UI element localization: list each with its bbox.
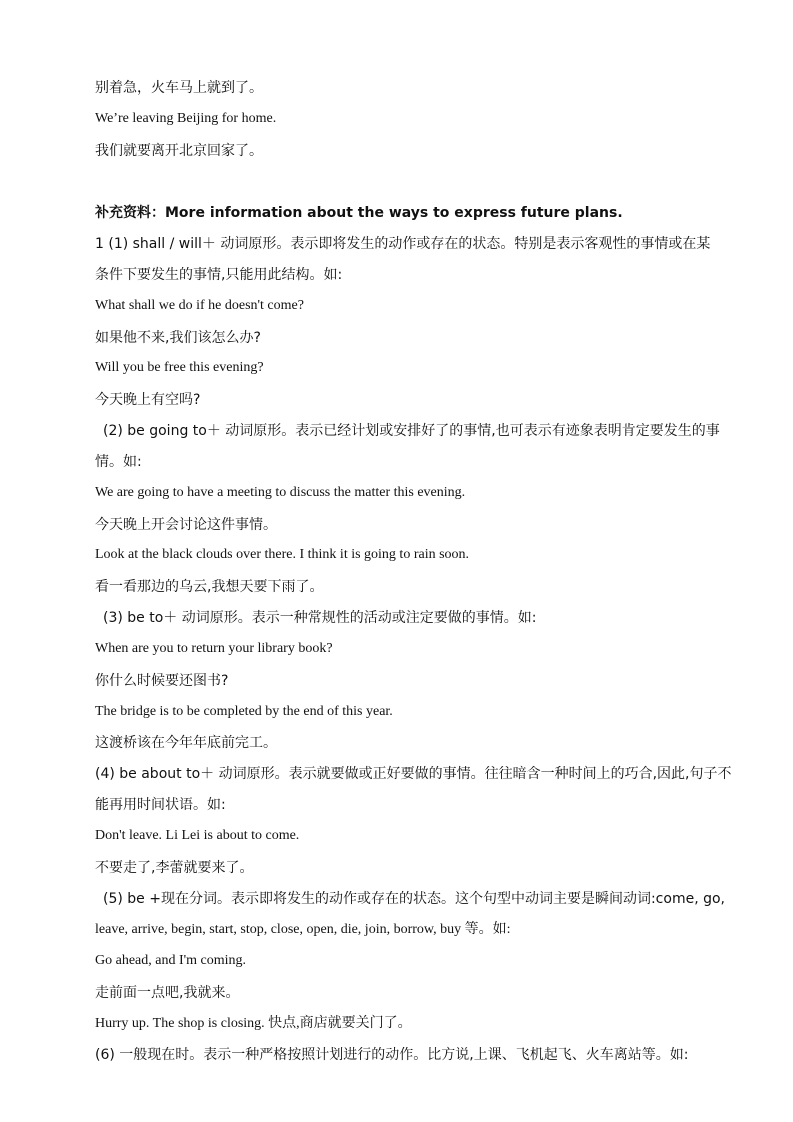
text-line: 我们就要离开北京回家了。 — [95, 143, 263, 159]
section-heading: 补充资料：More information about the ways to express future plans. — [95, 205, 623, 221]
text-line: 情。如: — [95, 454, 142, 470]
text-line: Hurry up. The shop is closing. 快点,商店就要关门了。 — [95, 1016, 412, 1031]
text-line: (6) 一般现在时。表示一种严格按照计划进行的动作。比方说,上课、飞机起飞、火车离站等。如: — [95, 1047, 689, 1063]
text-line: 今天晚上有空吗? — [95, 392, 201, 408]
text-line: (4) be about to＋ 动词原形。表示就要做或正好要做的事情。往往暗含一种时间上的巧合,因此,句子不 — [95, 766, 732, 782]
text-line: 不要走了,李蕾就要来了。 — [95, 860, 254, 876]
text-line: 看一看那边的乌云,我想天要下雨了。 — [95, 579, 324, 595]
text-line: Will you be free this evening? — [95, 360, 264, 375]
text-line: 如果他不来,我们该怎么办? — [95, 330, 261, 346]
text-line: 走前面一点吧,我就来。 — [95, 985, 240, 1001]
text-line: What shall we do if he doesn't come? — [95, 298, 304, 313]
text-line: 能再用时间状语。如: — [95, 797, 226, 813]
text-line: The bridge is to be completed by the end of this year. — [95, 704, 393, 719]
text-line: (5) be +现在分词。表示即将发生的动作或存在的状态。这个句型中动词主要是瞬间动词:come, go, — [103, 891, 725, 907]
text-line: Look at the black clouds over there. I think it is going to rain soon. — [95, 547, 470, 562]
text-line: 别着急，火车马上就到了。 — [95, 80, 263, 96]
text-line: (2) be going to＋ 动词原形。表示已经计划或安排好了的事情,也可表示有迹象表明肯定要发生的事 — [103, 423, 720, 439]
text-line: 条件下要发生的事情,只能用此结构。如: — [95, 267, 343, 283]
text-line: 1 (1) shall / will＋ 动词原形。表示即将发生的动作或存在的状态。特别是表示客观性的事情或在某 — [95, 236, 711, 252]
text-line: (3) be to＋ 动词原形。表示一种常规性的活动或注定要做的事情。如: — [103, 610, 537, 626]
text-line: 这渡桥该在今年年底前完工。 — [95, 735, 277, 751]
text-line: 你什么时候要还图书? — [95, 673, 229, 689]
text-line: We are going to have a meeting to discuss the matter this evening. — [95, 485, 466, 500]
text-line: 今天晚上开会讨论这件事情。 — [95, 517, 277, 533]
text-line: Don't leave. Li Lei is about to come. — [95, 828, 300, 843]
text-line: We’re leaving Beijing for home. — [95, 111, 277, 126]
text-line: leave, arrive, begin, start, stop, close, open, die, join, borrow, buy 等。如: — [95, 922, 511, 937]
text-line: Go ahead, and I'm coming. — [95, 953, 247, 968]
text-line: When are you to return your library book? — [95, 641, 333, 656]
